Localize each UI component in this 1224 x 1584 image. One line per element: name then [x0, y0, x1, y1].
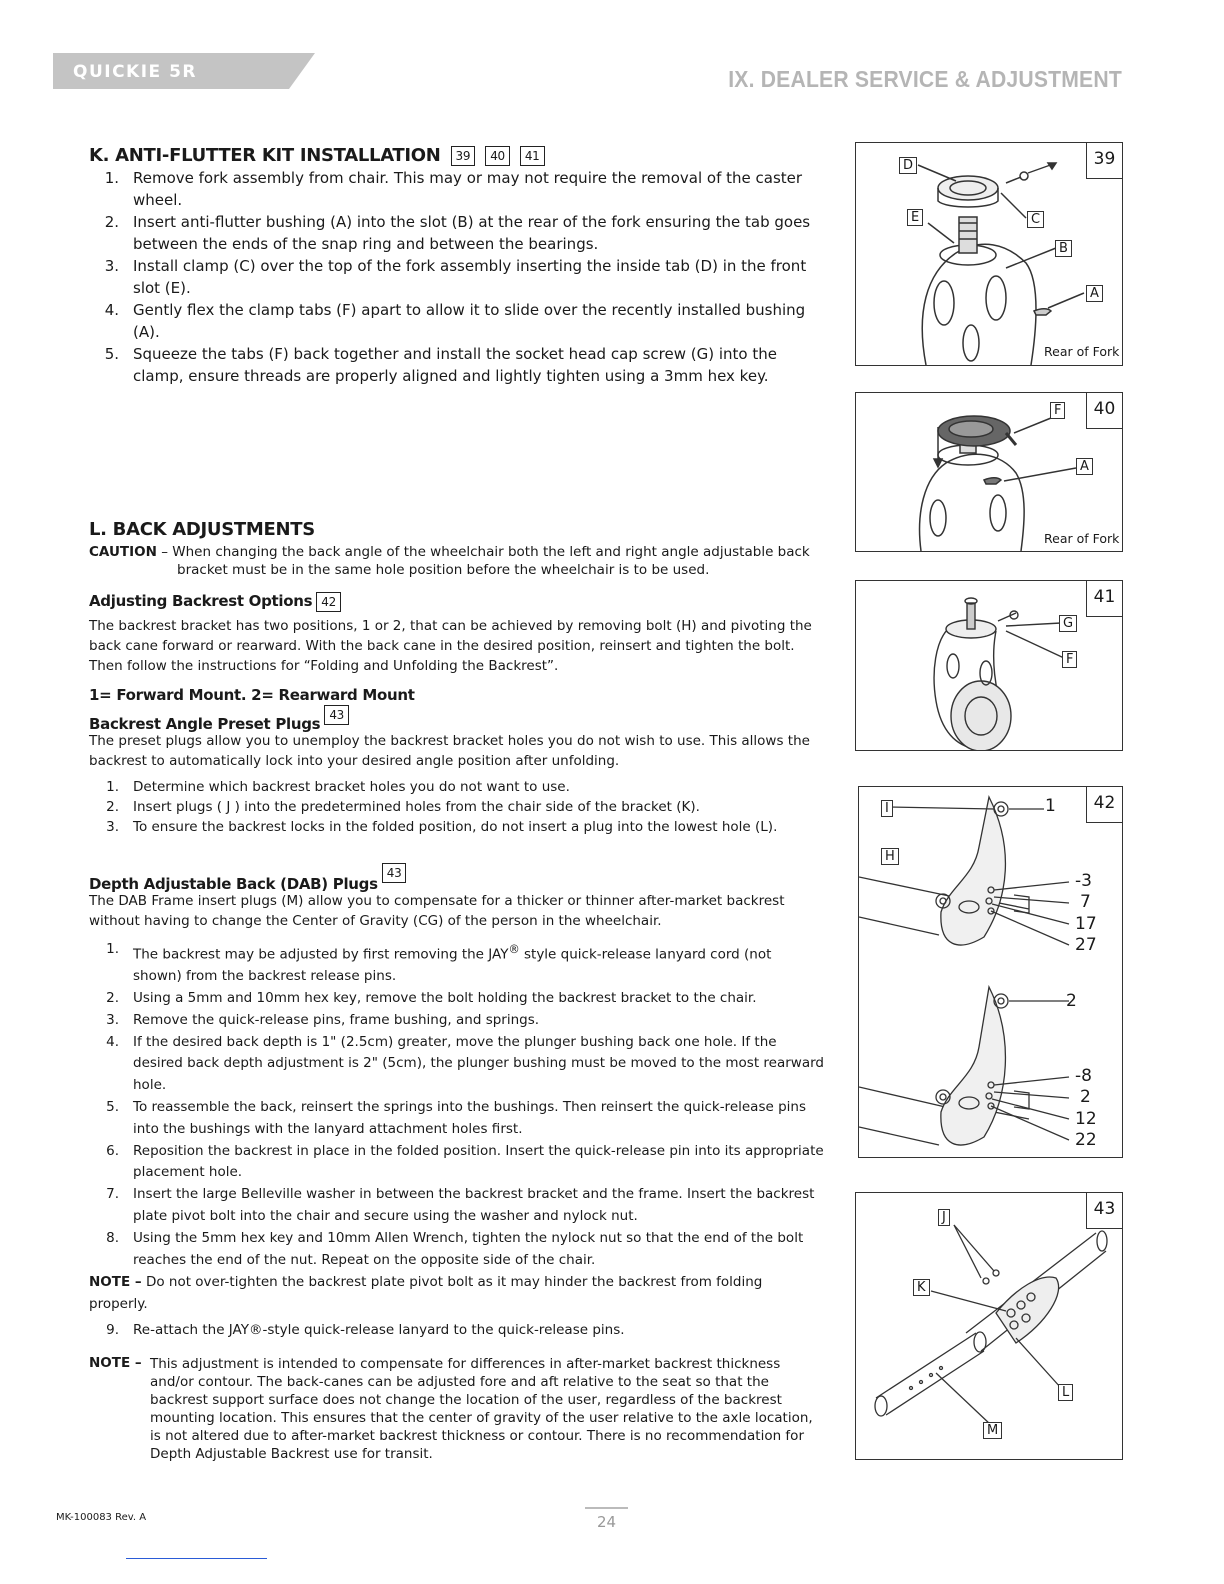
label-j: J	[938, 1209, 950, 1226]
section-l	[89, 520, 824, 1463]
fig-ref-41: 41	[520, 146, 545, 166]
figure-number: 43	[1086, 1193, 1122, 1229]
mount-note: 1= Forward Mount. 2= Rearward Mount	[89, 686, 415, 704]
note-label: NOTE –	[89, 1274, 142, 1291]
list-item: 3. Install clamp (C) over the top of the fork assembly inserting the inside tab (D) in the front slot (E).	[104, 257, 807, 297]
list-item: 4. If the desired back depth is 1" (2.5cm) greater, move the plunger bushing back one hole. If the desired back depth adjustment is 2" (5cm), the plunger bushing must be moved to the most rearward hole.	[106, 1033, 824, 1094]
position-2-value: -8	[1075, 1066, 1092, 1086]
label-l: L	[1058, 1384, 1073, 1401]
label-a: A	[1086, 285, 1103, 302]
list-item: 5. Squeeze the tabs (F) back together and install the socket head cap screw (G) into the clamp, ensure threads are properly aligned and lightly tighten using a 3mm hex key.	[104, 345, 777, 385]
figure-40	[855, 392, 1123, 552]
fig-ref-40: 40	[485, 146, 510, 166]
list-item: 2. Insert anti-flutter bushing (A) into the slot (B) at the rear of the fork ensuring the tab goes between the ends of the snap ring and between the bearings.	[104, 213, 811, 253]
fork-clamp-illustration	[856, 143, 1122, 365]
product-name: QUICKIE 5R	[73, 62, 198, 82]
dab-note-1	[89, 1271, 824, 1315]
label-m: M	[983, 1422, 1002, 1439]
section-l-title: L. BACK ADJUSTMENTS	[89, 519, 315, 540]
list-item: 7. Insert the large Belleville washer in between the backrest bracket and the frame. Insert the backrest plate pivot bolt into the chair and secure using the washer and nylock nut.	[106, 1186, 815, 1225]
dab-note-2	[89, 1355, 824, 1463]
label-h: H	[881, 848, 899, 865]
dab-step-9	[89, 1319, 824, 1341]
section-k	[89, 146, 824, 387]
position-1-value: 7	[1080, 892, 1091, 912]
position-1-value: -3	[1075, 871, 1092, 891]
figure-39	[855, 142, 1123, 366]
position-1: 1	[1045, 796, 1056, 816]
figure-number: 42	[1086, 787, 1122, 823]
caution-label: CAUTION	[89, 544, 157, 560]
section-k-title-text: K. ANTI-FLUTTER KIT INSTALLATION	[89, 145, 441, 166]
figure-number: 41	[1086, 581, 1122, 617]
list-item: 2. Using a 5mm and 10mm hex key, remove the bolt holding the backrest bracket to the chair.	[106, 990, 757, 1007]
label-c: C	[1027, 211, 1044, 228]
section-k-title	[89, 146, 824, 166]
position-1-value: 27	[1075, 935, 1097, 955]
label-d: D	[899, 157, 917, 174]
position-2: 2	[1066, 991, 1077, 1011]
product-tab	[53, 53, 315, 89]
list-item: 4. Gently flex the clamp tabs (F) apart to allow it to slide over the recently installed bushing (A).	[104, 301, 806, 341]
list-item: 9. Re-attach the JAY®-style quick-release lanyard to the quick-release pins.	[106, 1322, 625, 1339]
section-k-steps	[89, 167, 824, 387]
position-1-value: 17	[1075, 914, 1097, 934]
note-text: Do not over-tighten the backrest plate pivot bolt as it may hinder the backrest from folding properly.	[89, 1274, 763, 1313]
figure-number: 40	[1086, 393, 1122, 429]
list-item: 1. Remove fork assembly from chair. This may or may not require the removal of the caster wheel.	[104, 169, 803, 209]
position-2-value: 22	[1075, 1130, 1097, 1150]
list-item: 1. The backrest may be adjusted by first removing the JAY® style quick-release lanyard cord (not shown) from the backrest release pins.	[106, 941, 772, 985]
fig-ref-39: 39	[451, 146, 476, 166]
list-item: 6. Reposition the backrest in place in the folded position. Insert the quick-release pin into its appropriate placement hole.	[106, 1142, 824, 1181]
list-item: 1. Determine which backrest bracket holes you do not want to use.	[106, 779, 570, 795]
label-i: I	[881, 800, 893, 817]
section-title: IX. DEALER SERVICE & ADJUSTMENT	[728, 66, 1122, 92]
figure-42	[858, 786, 1123, 1158]
figure-41	[855, 580, 1123, 751]
label-f: F	[1062, 651, 1077, 668]
figure-number: 39	[1086, 143, 1122, 179]
label-g: G	[1059, 615, 1077, 632]
figure-caption: Rear of Fork	[1044, 531, 1120, 546]
backrest-options-heading: Adjusting Backrest Options 42	[89, 592, 824, 612]
list-item: 2. Insert plugs ( J ) into the predetermined holes from the chair side of the bracket (K).	[106, 799, 700, 815]
fig-ref-42: 42	[316, 592, 341, 612]
label-e: E	[907, 209, 923, 226]
preset-plugs-steps	[89, 777, 824, 837]
label-a: A	[1076, 458, 1093, 475]
dab-steps	[89, 939, 824, 1271]
backrest-options-text: The backrest bracket has two positions, 1 or 2, that can be achieved by removing bolt (H) and pivoting the back cane forward or rearward. With the back cane in the desired position, reinsert and tighten the bolt. Then follow the instructions for “Folding and Unfolding the Backrest”.	[89, 618, 812, 674]
caution-block	[89, 543, 824, 579]
link-underline	[126, 1558, 267, 1559]
position-2-value: 12	[1075, 1109, 1097, 1129]
list-item: 5. To reassemble the back, reinsert the springs into the bushings. Then reinsert the quick-release pins into the bushings with the lanyard attachment holes first.	[106, 1099, 806, 1137]
caution-text: – When changing the back angle of the wheelchair both the left and right angle adjustable back bracket must be in the same hole position before the wheelchair is to be used.	[161, 544, 810, 578]
dab-text: The DAB Frame insert plugs (M) allow you to compensate for a thicker or thinner after-market backrest without having to change the Center of Gravity (CG) of the person in the wheelchair.	[89, 893, 785, 929]
list-item: 3. To ensure the backrest locks in the folded position, do not insert a plug into the lowest hole (L).	[106, 819, 778, 835]
doc-number: MK-100083 Rev. A	[56, 1512, 147, 1523]
label-b: B	[1055, 240, 1072, 257]
note-label: NOTE –	[89, 1355, 142, 1372]
dab-heading: Depth Adjustable Back (DAB) Plugs43	[89, 875, 824, 895]
dab-plug-illustration	[856, 1193, 1122, 1459]
position-2-value: 2	[1080, 1087, 1091, 1107]
fig-ref-43-dab: 43	[382, 863, 407, 883]
list-item: 8. Using the 5mm hex key and 10mm Allen Wrench, tighten the nylock nut so that the end of the bolt reaches the end of the nut. Repeat on the opposite side of the chair.	[106, 1229, 804, 1268]
preset-plugs-text: The preset plugs allow you to unemploy the backrest bracket holes you do not wish to use. This allows the backrest to automatically lock into your desired angle position after unfolding.	[89, 733, 810, 769]
list-item: 3. Remove the quick-release pins, frame bushing, and springs.	[106, 1011, 540, 1028]
figure-caption: Rear of Fork	[1044, 344, 1120, 359]
preset-plugs-heading: Backrest Angle Preset Plugs 43	[89, 715, 824, 735]
figure-43	[855, 1192, 1123, 1460]
caster-assembly-illustration	[856, 581, 1122, 750]
fig-ref-43: 43	[324, 705, 349, 725]
note-text: This adjustment is intended to compensate for differences in after-market backrest thickness and/or contour. The back-canes can be adjusted fore and aft relative to the seat so that the backrest support surface does not change the location of the user, regardless of the backrest mounting location. This ensures that the center of gravity of the user relative to the axle location, is not altered due to after-market backrest thickness or contour. There is no recommendation for Depth Adjustable Backrest use for transit.	[150, 1356, 813, 1463]
label-k: K	[913, 1279, 930, 1296]
label-f: F	[1050, 402, 1065, 419]
page-number: 24	[585, 1507, 628, 1531]
